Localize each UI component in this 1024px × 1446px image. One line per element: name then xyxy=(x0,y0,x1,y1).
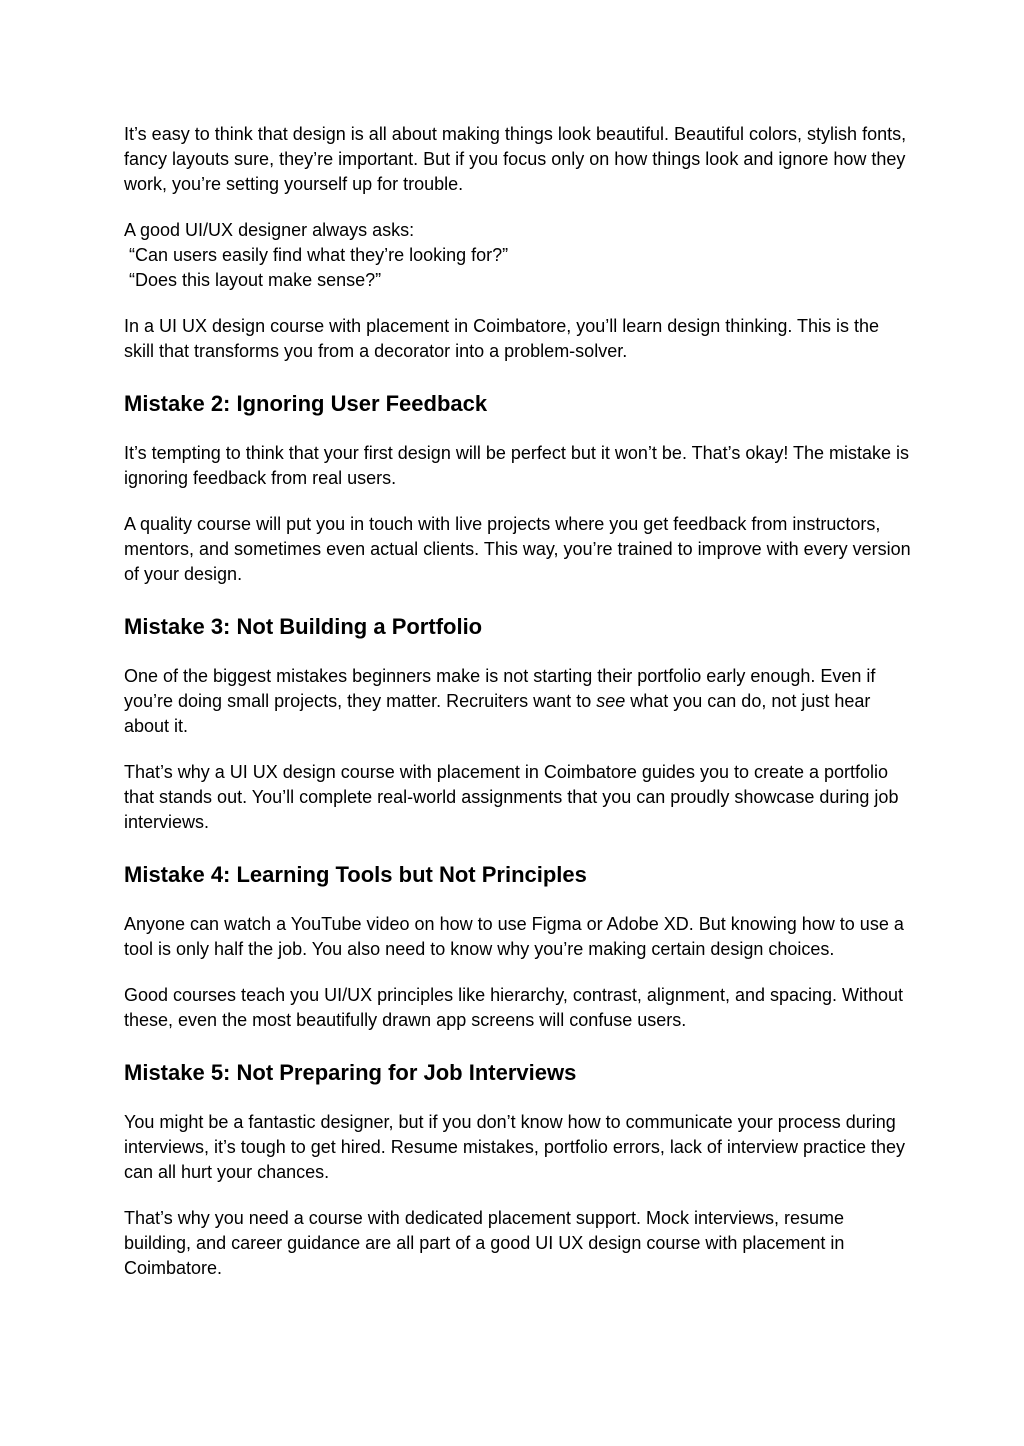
section-heading-mistake-2: Mistake 2: Ignoring User Feedback xyxy=(124,391,488,416)
asks-line-2: “Can users easily find what they’re looking for?” xyxy=(124,245,509,265)
section-3-p1-after: what you can do, not just hear about it. xyxy=(124,691,871,736)
section-3-paragraph-1 xyxy=(124,664,914,739)
intro-paragraph-1: It’s easy to think that design is all about making things look beautiful. Beautiful colors, stylish fonts, fancy layouts sure, they’re important. But if you focus only on how things look and ignore how they work, you’re setting yourself up for trouble. xyxy=(124,124,907,194)
asks-line-1: A good UI/UX designer always asks: xyxy=(124,220,415,240)
section-heading-mistake-5: Mistake 5: Not Preparing for Job Interviews xyxy=(124,1060,577,1085)
section-heading-mistake-3: Mistake 3: Not Building a Portfolio xyxy=(124,614,483,639)
section-2-paragraph-2: A quality course will put you in touch with live projects where you get feedback from instructors, mentors, and sometimes even actual clients. This way, you’re trained to improve with every version of your design. xyxy=(124,514,911,584)
section-3-paragraph-2: That’s why a UI UX design course with placement in Coimbatore guides you to create a portfolio that stands out. You’ll complete real-world assignments that you can proudly showcase during job interviews. xyxy=(124,762,899,832)
asks-line-3: “Does this layout make sense?” xyxy=(124,270,382,290)
section-5-paragraph-1: You might be a fantastic designer, but if you don’t know how to communicate your process during interviews, it’s tough to get hired. Resume mistakes, portfolio errors, lack of interview practice they can all hurt your chances. xyxy=(124,1112,905,1182)
section-4-paragraph-1: Anyone can watch a YouTube video on how to use Figma or Adobe XD. But knowing how to use a tool is only half the job. You also need to know why you’re making certain design choices. xyxy=(124,914,904,959)
section-5-paragraph-2: That’s why you need a course with dedicated placement support. Mock interviews, resume building, and career guidance are all part of a good UI UX design course with placement in Coimbatore. xyxy=(124,1208,845,1278)
section-2-paragraph-1: It’s tempting to think that your first design will be perfect but it won’t be. That’s okay! The mistake is ignoring feedback from real users. xyxy=(124,443,910,488)
document-page xyxy=(124,122,914,1281)
section-4-paragraph-2: Good courses teach you UI/UX principles like hierarchy, contrast, alignment, and spacing. Without these, even the most beautifully drawn app screens will confuse users. xyxy=(124,985,904,1030)
intro-paragraph-3: In a UI UX design course with placement in Coimbatore, you’ll learn design thinking. This is the skill that transforms you from a decorator into a problem-solver. xyxy=(124,316,880,361)
intro-asks-paragraph xyxy=(124,218,914,293)
section-3-p1-emphasis: see xyxy=(596,691,626,711)
section-heading-mistake-4: Mistake 4: Learning Tools but Not Principles xyxy=(124,862,587,887)
section-3-p1-before: One of the biggest mistakes beginners make is not starting their portfolio early enough. Even if you’re doing small projects, they matter. Recruiters want to xyxy=(124,666,876,711)
